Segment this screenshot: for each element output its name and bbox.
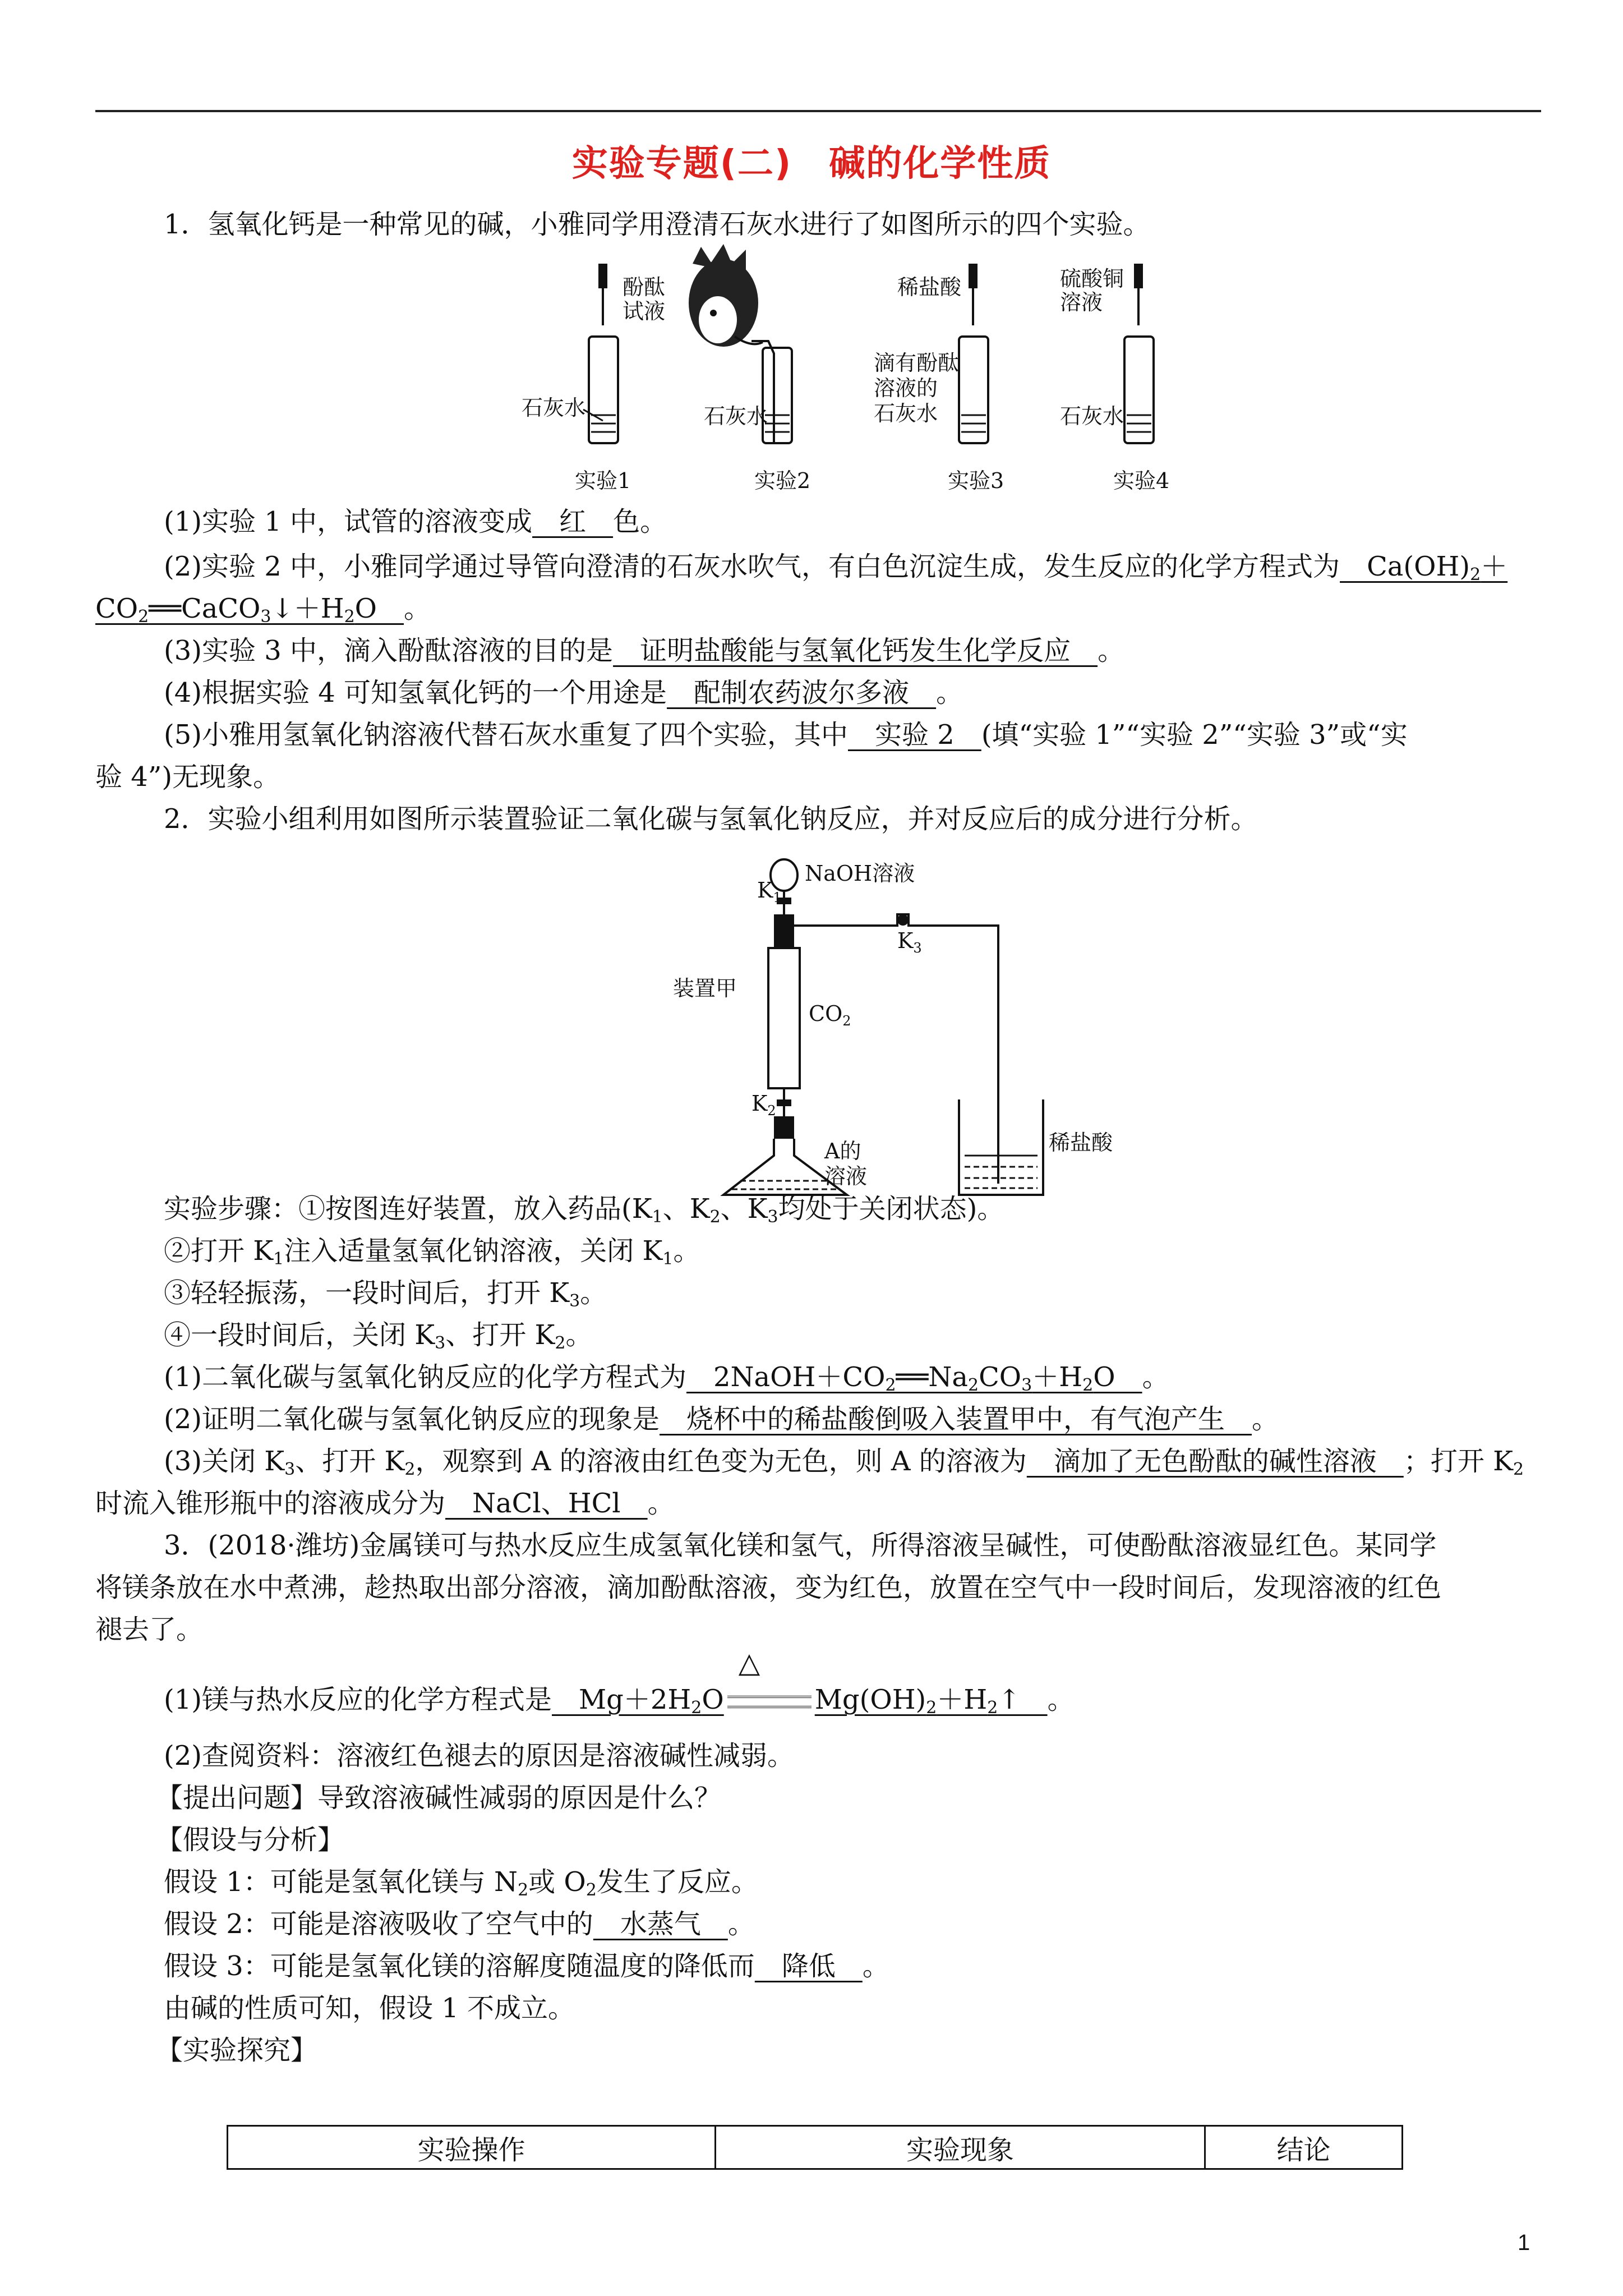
label-k1: $K_1$ bbox=[757, 878, 782, 905]
q1-p4-answer: 配制农药波尔多液 bbox=[667, 677, 937, 708]
caption-exp2: 实验2 bbox=[754, 468, 811, 493]
label-a-2: 溶液 bbox=[824, 1164, 868, 1189]
label-a-1: A的 bbox=[824, 1139, 861, 1163]
q3-a2: (2)查阅资料：溶液红色褪去的原因是溶液碱性减弱。 bbox=[164, 1740, 794, 1772]
table-header-phenomenon: 实验现象 bbox=[716, 2127, 1206, 2168]
q1-p5: (5)小雅用氢氧化钠溶液代替石灰水重复了四个实验，其中 实验 2 (填“实验 1”“实验 2”“实验 3”或“实 bbox=[164, 719, 1408, 751]
label-limewater-2: 石灰水 bbox=[704, 404, 768, 429]
label-limewater-1: 石灰水 bbox=[522, 395, 586, 420]
q1-p3-answer: 证明盐酸能与氢氧化钙发生化学反应 bbox=[613, 635, 1098, 666]
q3-stem-3: 褪去了。 bbox=[95, 1614, 204, 1645]
label-phenol-2: 试液 bbox=[623, 299, 666, 324]
exp2-person-icon bbox=[689, 244, 763, 347]
q3-h1: 假设 1：可能是氢氧化镁与 $N_2$或 $O_2$发生了反应。 bbox=[164, 1866, 758, 1900]
label-naoh: NaOH溶液 bbox=[805, 861, 915, 886]
q3-question: 【提出问题】导致溶液碱性减弱的原因是什么？ bbox=[156, 1782, 722, 1814]
q1-p1: (1)实验 1 中，试管的溶液变成 红 色。 bbox=[164, 506, 667, 537]
q2-step3: ③轻轻振荡，一段时间后，打开 $K_3$。 bbox=[164, 1277, 607, 1311]
label-co2: $CO_2$ bbox=[809, 1001, 851, 1029]
label-cuso4-2: 溶液 bbox=[1060, 290, 1103, 315]
q2-a3-answer-2: NaCl、HCl bbox=[445, 1488, 648, 1519]
label-cuso4-1: 硫酸铜 bbox=[1060, 266, 1124, 291]
exp1-apparatus bbox=[583, 264, 618, 443]
heat-condition-sign: △ bbox=[724, 1683, 815, 1717]
page-title: 实验专题(二) 碱的化学性质 bbox=[571, 143, 1052, 185]
top-rule bbox=[95, 110, 1541, 112]
label-limewater-4: 石灰水 bbox=[1060, 404, 1124, 429]
q1-p2: (2)实验 2 中，小雅同学通过导管向澄清的石灰水吹气，有白色沉淀生成，发生反应的化学方程式为 $Ca(OH)_2+$ bbox=[164, 551, 1508, 585]
q2-a2: (2)证明二氧化碳与氢氧化钠反应的现象是 烧杯中的稀盐酸倒吸入装置甲中，有气泡产生 。 bbox=[164, 1404, 1279, 1435]
label-exp3-3: 石灰水 bbox=[874, 401, 938, 426]
caption-exp1: 实验1 bbox=[575, 468, 631, 493]
q3-h2: 假设 2：可能是溶液吸收了空气中的 水蒸气 。 bbox=[164, 1908, 755, 1940]
q1-p3: (3)实验 3 中，滴入酚酞溶液的目的是 证明盐酸能与氢氧化钙发生化学反应 。 bbox=[164, 635, 1125, 666]
label-exp3-2: 溶液的 bbox=[874, 376, 938, 401]
q2-a3-answer: 滴加了无色酚酞的碱性溶液 bbox=[1026, 1446, 1404, 1477]
q1-figure bbox=[505, 241, 1200, 499]
q2-step1: 实验步骤：①按图连好装置，放入药品($K_1$、$K_2$、$K_3$均处于关闭状态)。 bbox=[164, 1193, 1004, 1227]
caption-exp3: 实验3 bbox=[948, 468, 1004, 493]
q1-p5-answer: 实验 2 bbox=[848, 719, 981, 751]
q1-p4: (4)根据实验 4 可知氢氧化钙的一个用途是 配制农药波尔多液 。 bbox=[164, 677, 963, 708]
q2-a1-answer: $2NaOH+CO_2══Na_2CO_3+H_2O$ bbox=[686, 1361, 1142, 1395]
q3-a1-answer: $Mg+2H_2O$ bbox=[552, 1684, 724, 1718]
q3-h2-answer: 水蒸气 bbox=[593, 1908, 728, 1940]
q3-stem-2: 将镁条放在水中煮沸，趁热取出部分溶液，滴加酚酞溶液，变为红色，放置在空气中一段时间后，发现溶液的红色 bbox=[95, 1572, 1442, 1603]
q1-p2-line2: $CO_2══CaCO_3↓+H_2O$ 。 bbox=[95, 593, 431, 627]
label-hcl: 稀盐酸 bbox=[897, 275, 962, 300]
q3-h3-answer: 降低 bbox=[754, 1950, 863, 1982]
label-device: 装置甲 bbox=[673, 976, 737, 1001]
q3-a1: (1)镁与热水反应的化学方程式是 $Mg+2H_2O$ △ $Mg(OH)_2+H_2↑$ 。 bbox=[164, 1646, 1075, 1718]
q2-stem: 2．实验小组利用如图所示装置验证二氧化碳与氢氧化钠反应，并对反应后的成分进行分析。 bbox=[164, 803, 1258, 835]
table-header-operation: 实验操作 bbox=[228, 2127, 716, 2168]
q2-step2: ②打开 $K_1$注入适量氢氧化钠溶液，关闭 $K_1$。 bbox=[164, 1235, 700, 1269]
q1-p5-line2: 验 4”)无现象。 bbox=[95, 761, 280, 793]
table-header-conclusion: 结论 bbox=[1276, 2134, 1331, 2166]
q2-a3: (3)关闭 $K_3$、打开 $K_2$，观察到 A 的溶液由红色变为无色，则 A 的溶液为 滴加了无色酚酞的碱性溶液 ；打开 $K_2$ bbox=[164, 1446, 1524, 1479]
q3-h3: 假设 3：可能是氢氧化镁的溶解度随温度的降低而 降低 。 bbox=[164, 1950, 889, 1982]
label-phenol-1: 酚酞 bbox=[623, 275, 666, 300]
page-number: 1 bbox=[1518, 2230, 1530, 2255]
q2-a1: (1)二氧化碳与氢氧化钠反应的化学方程式为 $2NaOH+CO_2══Na_2CO_3+H_2O$ 。 bbox=[164, 1361, 1169, 1395]
label-k3: $K_3$ bbox=[897, 928, 922, 956]
q2-step4: ④一段时间后，关闭 $K_3$、打开 $K_2$。 bbox=[164, 1319, 593, 1353]
q1-p1-answer: 红 bbox=[532, 506, 614, 537]
q2-a3-line2: 时流入锥形瓶中的溶液成分为 NaCl、HCl 。 bbox=[95, 1488, 675, 1519]
q3-conclude: 由碱的性质可知，假设 1 不成立。 bbox=[164, 1993, 575, 2024]
q1-p2-answer: $Ca(OH)_2+$ bbox=[1340, 551, 1508, 585]
experiment-table-header bbox=[227, 2125, 1403, 2170]
q3-explore: 【实验探究】 bbox=[156, 2035, 318, 2066]
label-q2-hcl: 稀盐酸 bbox=[1049, 1130, 1113, 1155]
label-exp3-1: 滴有酚酞 bbox=[874, 351, 960, 375]
q3-stem-1: 3．(2018·潍坊)金属镁可与热水反应生成氢氧化镁和氢气，所得溶液呈碱性，可使酚酞溶液显红色。某同学 bbox=[164, 1530, 1437, 1561]
caption-exp4: 实验4 bbox=[1113, 468, 1170, 493]
q1-stem: 1．氢氧化钙是一种常见的碱，小雅同学用澄清石灰水进行了如图所示的四个实验。 bbox=[164, 209, 1150, 240]
q2-apparatus-figure bbox=[662, 853, 1113, 1200]
q2-a2-answer: 烧杯中的稀盐酸倒吸入装置甲中，有气泡产生 bbox=[660, 1404, 1252, 1435]
label-k2: $K_2$ bbox=[751, 1091, 776, 1119]
q3-hypo-head: 【假设与分析】 bbox=[156, 1824, 345, 1856]
